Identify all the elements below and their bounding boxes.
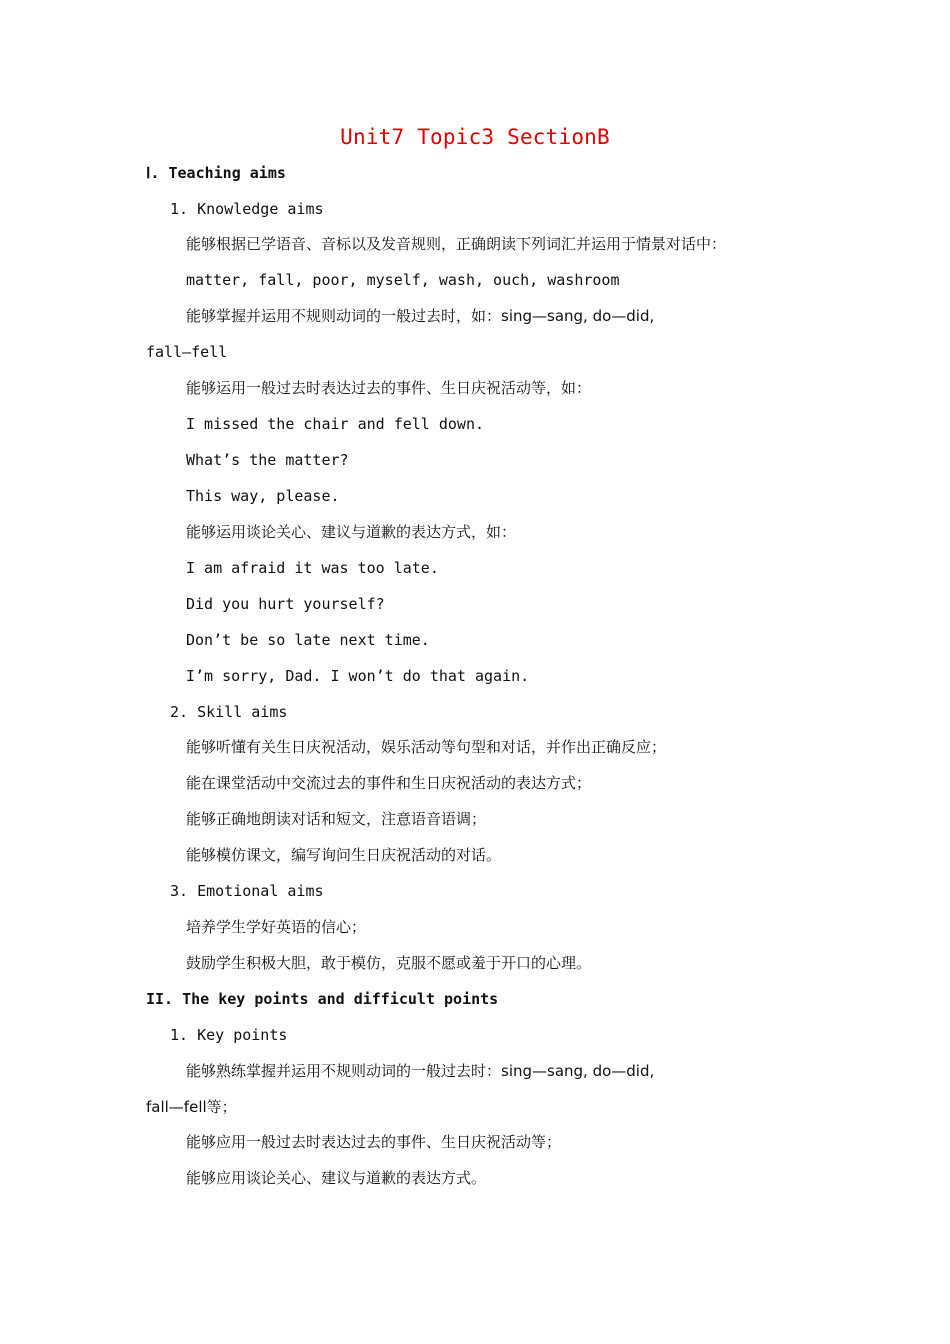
subheading-key-points: 1. Key points xyxy=(170,1026,288,1044)
example-sentence: This way, please. xyxy=(186,487,340,505)
knowledge-line: 能够根据已学语音、音标以及发音规则，正确朗读下列词汇并运用于情景对话中： xyxy=(186,235,727,253)
emotional-line: 培养学生学好英语的信心； xyxy=(186,918,367,936)
emotional-line: 鼓励学生积极大胆，敢于模仿，克服不愿或羞于开口的心理。 xyxy=(186,954,592,972)
example-sentence: Did you hurt yourself? xyxy=(186,595,385,613)
subheading-emotional-aims: 3. Emotional aims xyxy=(170,882,324,900)
knowledge-line: 能够运用一般过去时表达过去的事件、生日庆祝活动等，如： xyxy=(186,379,592,397)
subheading-skill-aims: 2. Skill aims xyxy=(170,703,288,721)
section-heading-key-points: II. The key points and difficult points xyxy=(146,990,499,1008)
example-sentence: I’m sorry, Dad. I won’t do that again. xyxy=(186,667,530,685)
example-sentence: I am afraid it was too late. xyxy=(186,559,439,577)
skill-line: 能在课堂活动中交流过去的事件和生日庆祝活动的表达方式； xyxy=(186,774,592,792)
knowledge-line: 能够掌握并运用不规则动词的一般过去时，如：sing—sang, do—did, xyxy=(186,307,655,325)
key-point-line: 能够应用一般过去时表达过去的事件、生日庆祝活动等； xyxy=(186,1133,562,1151)
knowledge-line: 能够运用谈论关心、建议与道歉的表达方式，如： xyxy=(186,523,517,541)
key-point-line: 能够应用谈论关心、建议与道歉的表达方式。 xyxy=(186,1169,487,1187)
key-point-line-continued: fall—fell等； xyxy=(146,1098,237,1116)
key-point-line: 能够熟练掌握并运用不规则动词的一般过去时：sing—sang, do—did, xyxy=(186,1062,655,1080)
subheading-knowledge-aims: 1. Knowledge aims xyxy=(170,200,324,218)
knowledge-line-continued: fall—fell xyxy=(146,343,228,361)
page-title: Unit7 Topic3 SectionB xyxy=(340,125,610,149)
knowledge-line: matter, fall, poor, myself, wash, ouch, washroom xyxy=(186,271,620,289)
skill-line: 能够模仿课文，编写询问生日庆祝活动的对话。 xyxy=(186,846,502,864)
section-heading-teaching-aims: Ⅰ. Teaching aims xyxy=(146,164,286,182)
example-sentence: What’s the matter? xyxy=(186,451,349,469)
example-sentence: I missed the chair and fell down. xyxy=(186,415,485,433)
example-sentence: Don’t be so late next time. xyxy=(186,631,430,649)
skill-line: 能够听懂有关生日庆祝活动，娱乐活动等句型和对话，并作出正确反应； xyxy=(186,738,667,756)
skill-line: 能够正确地朗读对话和短文，注意语音语调； xyxy=(186,810,487,828)
